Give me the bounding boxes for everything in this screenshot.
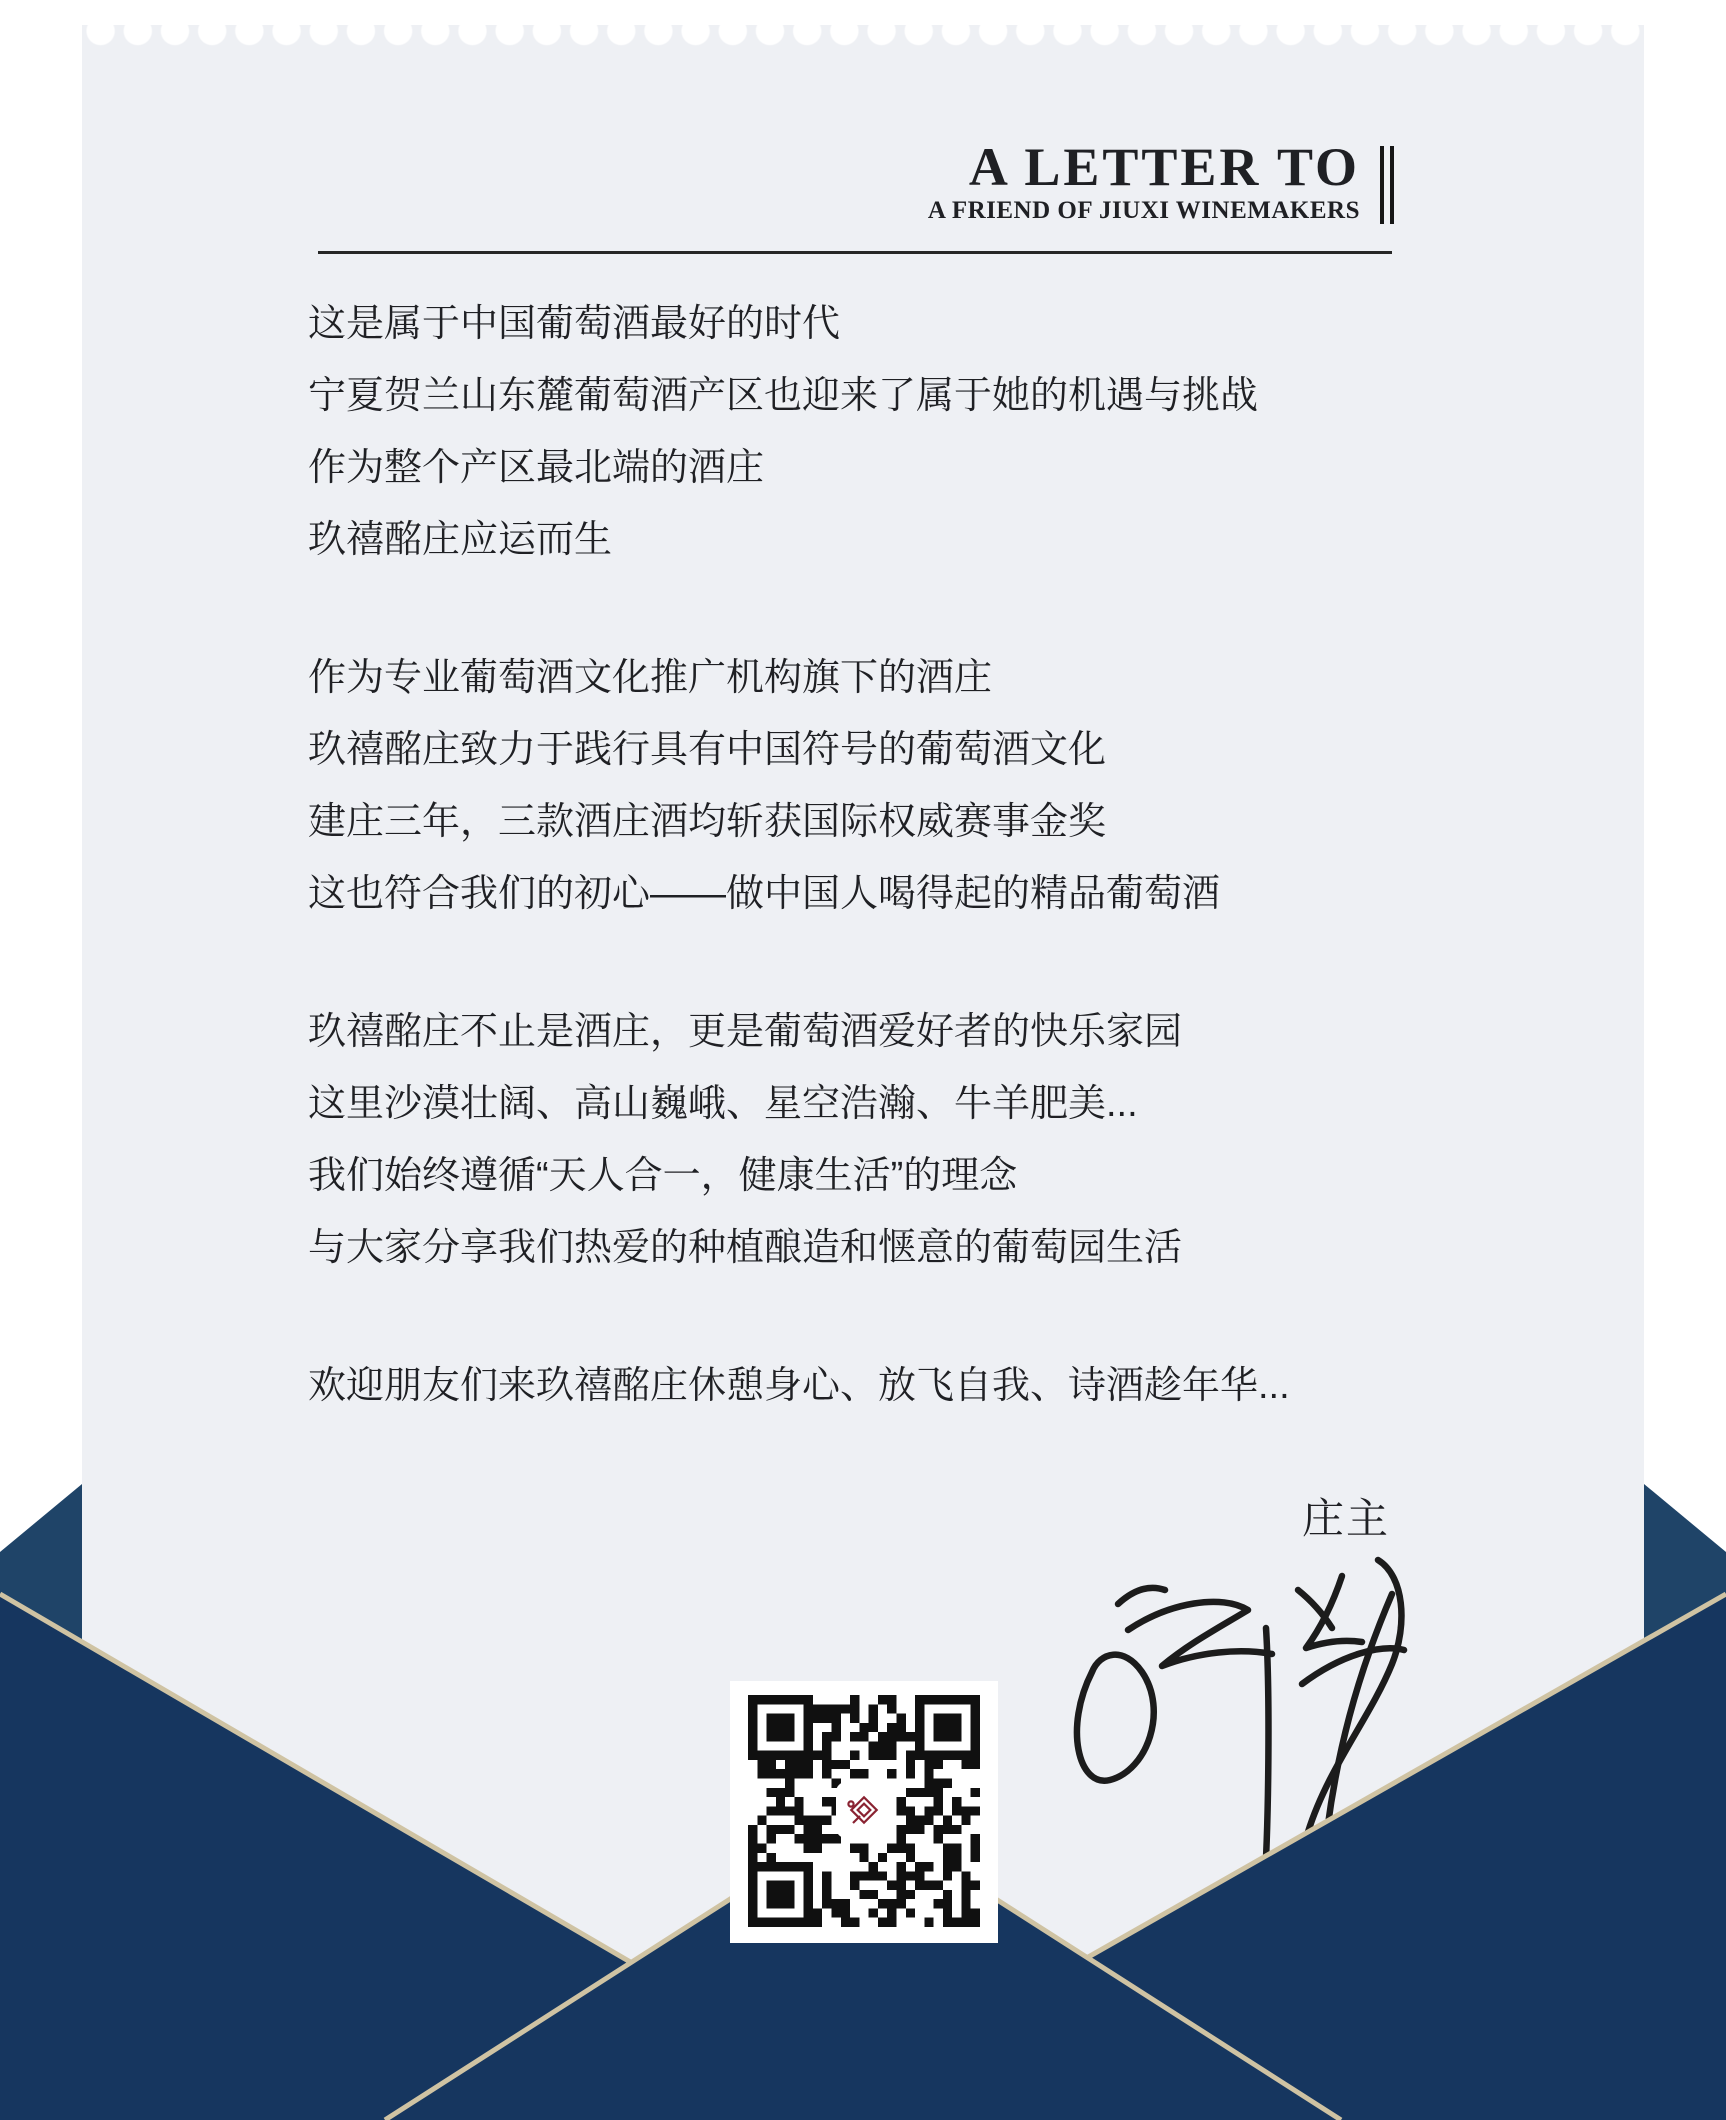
text-line: 欢迎朋友们来玖禧酩庄休憩身心、放飞自我、诗酒趁年华... [308,1365,1290,1407]
text-line: 作为整个产区最北端的酒庄 [308,447,765,489]
text-line: 与大家分享我们热爱的种植酿造和惬意的葡萄园生活 [308,1227,1183,1269]
text-line: 这里沙漠壮阔、高山巍峨、星空浩瀚、牛羊肥美... [308,1083,1138,1125]
qr-card [730,1681,998,1943]
text-line: 宁夏贺兰山东麓葡萄酒产区也迎来了属于她的机遇与挑战 [308,375,1259,417]
text-line: 玖禧酩庄应运而生 [308,519,613,561]
diamond-logo-icon [844,1790,884,1830]
text-line: 建庄三年，三款酒庄酒均斩获国际权威赛事金奖 [308,801,1107,843]
qr-center-logo [836,1782,892,1838]
signoff-label: 庄主 [1301,1495,1390,1542]
text-line: 玖禧酩庄不止是酒庄，更是葡萄酒爱好者的快乐家园 [308,1011,1183,1053]
letter-subtitle: A FRIEND OF JIUXI WINEMAKERS [927,197,1360,224]
text-line: 作为专业葡萄酒文化推广机构旗下的酒庄 [308,657,993,699]
text-line: 我们始终遵循“天人合一，健康生活”的理念 [308,1155,1018,1197]
letter-title: A LETTER TO [968,137,1360,197]
text-line: 这也符合我们的初心——做中国人喝得起的精品葡萄酒 [308,873,1221,915]
text-line: 玖禧酩庄致力于践行具有中国符号的葡萄酒文化 [308,729,1107,771]
text-line: 这是属于中国葡萄酒最好的时代 [308,303,841,345]
